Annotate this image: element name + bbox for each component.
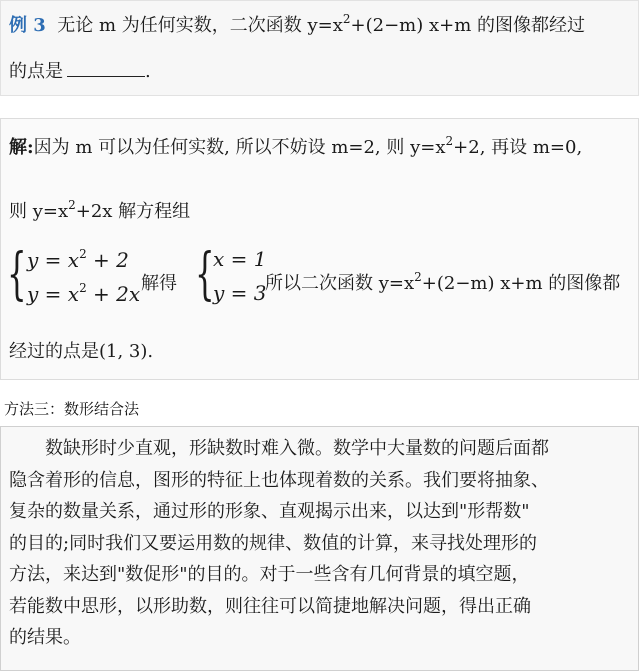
solution-row-1: x = 1 — [213, 247, 267, 271]
method-box — [0, 426, 639, 671]
solution-label: 解: — [9, 137, 34, 158]
method-title: 方法三：数形结合法 — [4, 400, 140, 418]
solution-text-1b: +2, 再设 m=0, — [453, 137, 583, 158]
solution-text-1a: 因为 m 可以为任何实数, 所以不妨设 m=2, 则 y=x — [33, 137, 446, 158]
method-paragraph — [9, 433, 633, 654]
example-text-2-end: . — [145, 61, 151, 82]
example-line-1 — [9, 11, 585, 37]
answer-blank — [67, 62, 145, 77]
equation-row-2: $y = x^2 + 2x$ — [27, 281, 141, 306]
paragraph-line: 隐含着形的信息，图形的特征上也体现着数的关系。我们要将抽象、 — [9, 469, 549, 491]
paragraph-line: 数缺形时少直观，形缺数时难入微。数学中大量数的问题后面都 — [45, 438, 549, 459]
solution-text-3a: 所以二次函数 y=x — [265, 273, 415, 294]
equation-row-1: $y = x^2 + 2$ — [27, 247, 129, 272]
exponent: 2 — [445, 134, 454, 148]
equation-system-2 — [195, 242, 267, 311]
solution-text-2b: +2x 解方程组 — [75, 201, 191, 222]
paragraph-line: 若能数中思形，以形助数，则往往可以简捷地解决问题，得出正确 — [9, 595, 531, 617]
solution-line-3 — [265, 269, 620, 295]
solution-line-2 — [9, 197, 190, 223]
solution-text-3b: +(2−m) x+m 的图像都 — [421, 273, 621, 294]
paragraph-line: 复杂的数量关系，通过形的形象、直观揭示出来，以达到"形帮数" — [9, 501, 530, 522]
solution-text-2a: 则 y=x — [9, 201, 69, 222]
left-brace: { — [195, 242, 215, 307]
example-text-1b: +(2−m) x+m 的图像都经过 — [350, 15, 586, 36]
equation-system-1 — [7, 242, 141, 311]
solution-line-1 — [9, 133, 582, 159]
paragraph-line: 的目的;同时我们又要运用数的规律、数值的计算，来寻找处理形的 — [9, 532, 538, 554]
solution-box — [0, 118, 639, 380]
example-box — [0, 0, 639, 96]
example-label: 例 3 — [9, 15, 46, 36]
example-text-2: 的点是 — [9, 61, 63, 82]
exponent: 2 — [414, 270, 422, 284]
solve-word: 解得 — [141, 273, 177, 294]
solution-line-4: 经过的点是(1, 3). — [9, 341, 154, 362]
paragraph-line: 的结果。 — [9, 627, 81, 648]
exponent: 2 — [68, 198, 76, 212]
exponent: 2 — [342, 12, 351, 26]
left-brace: { — [7, 242, 27, 307]
solution-row-2: y = 3 — [213, 281, 267, 305]
example-line-2 — [9, 57, 151, 83]
paragraph-line: 方法，来达到"数促形"的目的。对于一些含有几何背景的填空题， — [9, 564, 530, 585]
example-text-1: 无论 m 为任何实数，二次函数 y=x — [57, 15, 343, 36]
